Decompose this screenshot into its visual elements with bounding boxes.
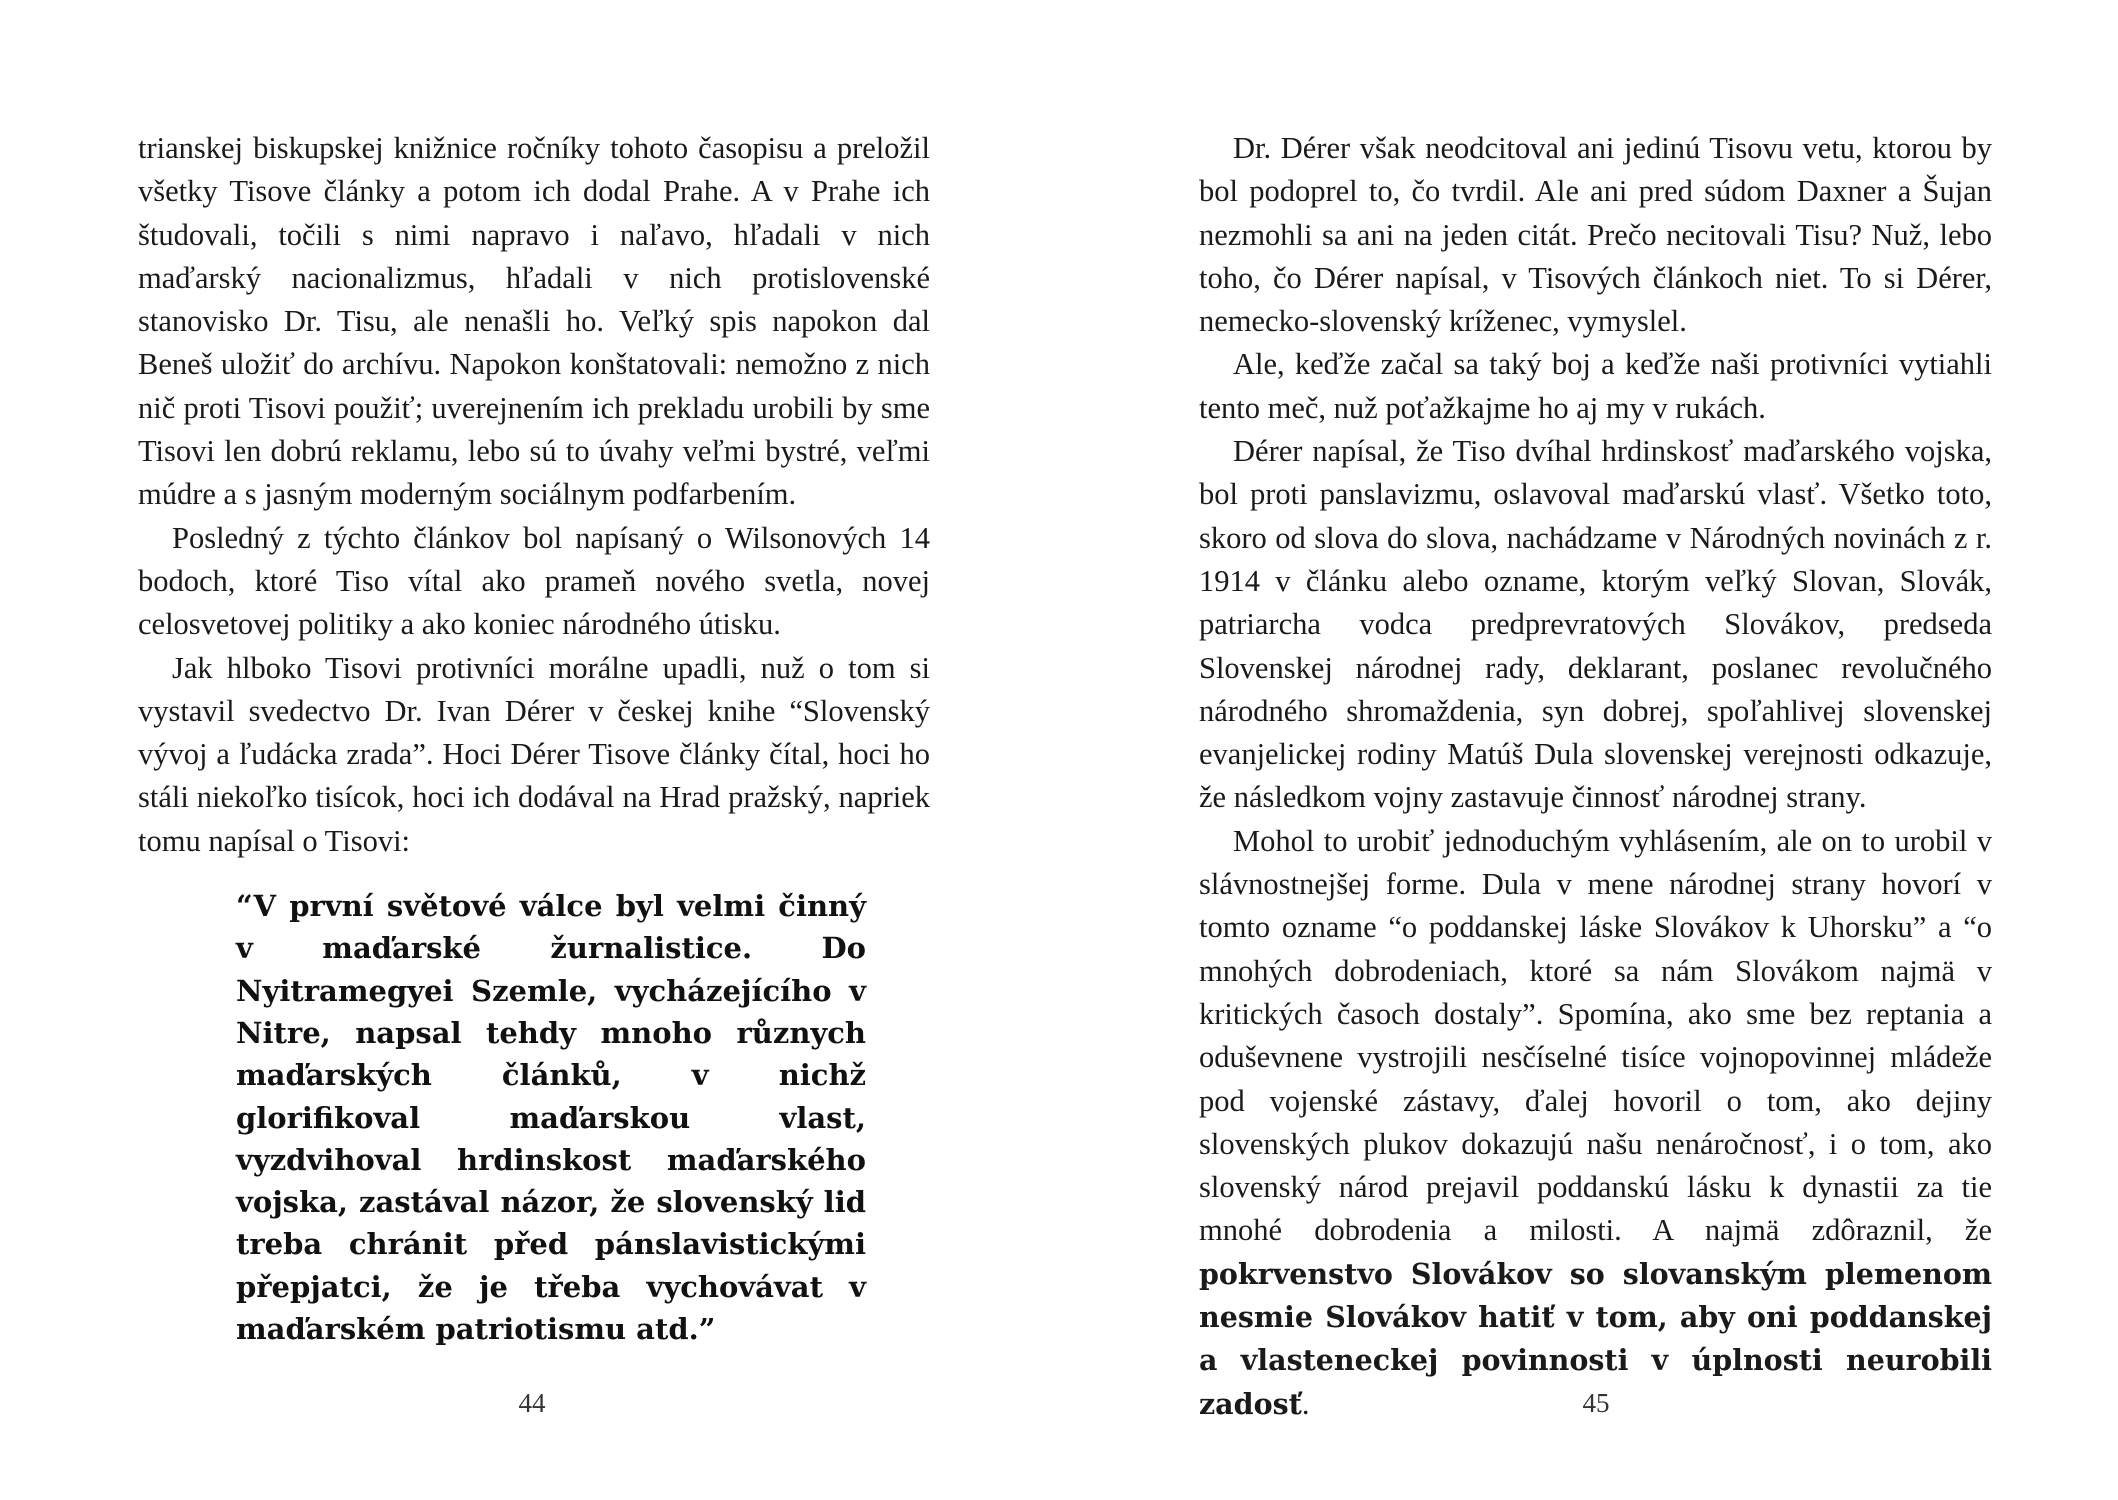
paragraph [1199, 820, 1992, 1426]
paragraph-text: Mohol to urobiť jednoduchým vyhlásením, ale on to urobil v slávnostnejšej forme. Dula v mene národnej strany hovorí v tomto ozname “o poddanskej láske Slovákov k Uhorsku” a “o mnohých dobrodeniach, ktoré sa nám Slovákom najmä v kritických časoch dostaly”. Spomína, ako sme bez reptania a oduševnene vystrojili nesčíselné tisíce vojnopovinnej mládeže pod vojenské zástavy, ďalej hovoril o tom, ako dejiny slovenských plukov dokazujú našu nenáročnosť, i o tom, ako slovenský národ prejavil poddanskú lásku k dynastii za tie mnohé dobrodenia a milosti. A najmä zdôraznil, že [1199, 823, 1992, 1248]
right-page [1059, 0, 2118, 1500]
left-page-text [138, 127, 930, 1350]
page-number: 45 [1582, 1388, 1610, 1418]
paragraph: Dr. Dérer však neodcitoval ani jedinú Tisovu vetu, ktorou by bol podoprel to, čo tvrdil. Ale ani pred súdom Daxner a Šujan nezmohli sa ani na jeden citát. Prečo necitovali Tisu? Nuž, lebo toho, čo Dérer napísal, v Tisových článkoch niet. To si Dérer, nemecko-slovenský kríženec, vymyslel. [1199, 131, 1992, 339]
block-quote: “V první světové válce byl velmi činný v maďarské žurnalistice. Do Nyitramegyei Szemle, vycházejícího v Nitre, napsal tehdy mnoho různych maďarských článků, v nichž glorifikoval maďarskou vlast, vyzdvihoval hrdinskost maďarského vojska, zastával názor, že slovenský lid treba chránit před pánslavistickými přepjatci, že je třeba vychovávat v maďarském patriotismu atd.” [236, 889, 866, 1347]
paragraph: Dérer napísal, že Tiso dvíhal hrdinskosť maďarského vojska, bol proti panslavizmu, oslavoval maďarskú vlasť. Všetko toto, skoro od slova do slova, nachádzame v Národných novinách z r. 1914 v článku alebo ozname, ktorým veľký Slovan, Slovák, patriarcha vodca predprevratových Slovákov, predseda Slovenskej národnej rady, deklarant, poslanec revolučného národného shromaždenia, syn dobrej, spoľahlivej slovenskej evanjelickej rodiny Matúš Dula slovenskej verejnosti odkazuje, že následkom vojny zastavuje činnosť národnej strany. [1199, 434, 1992, 815]
right-page-text [1199, 127, 1992, 1426]
paragraph: Ale, keďže začal sa taký boj a keďže naši protivníci vytiahli tento meč, nuž poťažkajme ho aj my v rukách. [1199, 347, 1992, 425]
emphasized-text: pokrvenstvo Slovákov so slovanským plemenom nesmie Slovákov hatiť v tom, aby oni poddanskej a vlasteneckej povinnosti v úplnosti neurobili zadosť [1199, 1256, 1992, 1421]
paragraph: Jak hlboko Tisovi protivníci morálne upadli, nuž o tom si vystavil svedectvo Dr. Ivan Dérer v českej knihe “Slovenský vývoj a ľudácka zrada”. Hoci Dérer Tisove články čítal, hoci ho stáli niekoľko tisícok, hoci ich dodával na Hrad pražský, napriek tomu napísal o Tisovi: [138, 650, 930, 858]
paragraph: Posledný z týchto článkov bol napísaný o Wilsonových 14 bodoch, ktoré Tiso vítal ako prameň nového svetla, novej celosvetovej politiky a ako koniec národného útisku. [138, 520, 930, 642]
page-number: 44 [518, 1388, 546, 1418]
paragraph: trianskej biskupskej knižnice ročníky tohoto časopisu a preložil všetky Tisove články a potom ich dodal Prahe. A v Prahe ich študovali, točili s nimi napravo i naľavo, hľadali v nich maďarský nacionalizmus, hľadali v nich protislovenské stanovisko Dr. Tisu, ale nenašli ho. Veľký spis napokon dal Beneš uložiť do archívu. Napokon konštatovali: nemožno z nich nič proti Tisovi použiť; uverejnením ich prekladu urobili by sme Tisovi len dobrú reklamu, lebo sú to úvahy veľmi bystré, veľmi múdre a s jasným moderným sociálnym podfarbením. [138, 131, 930, 512]
final-punctuation: . [1301, 1386, 1310, 1421]
